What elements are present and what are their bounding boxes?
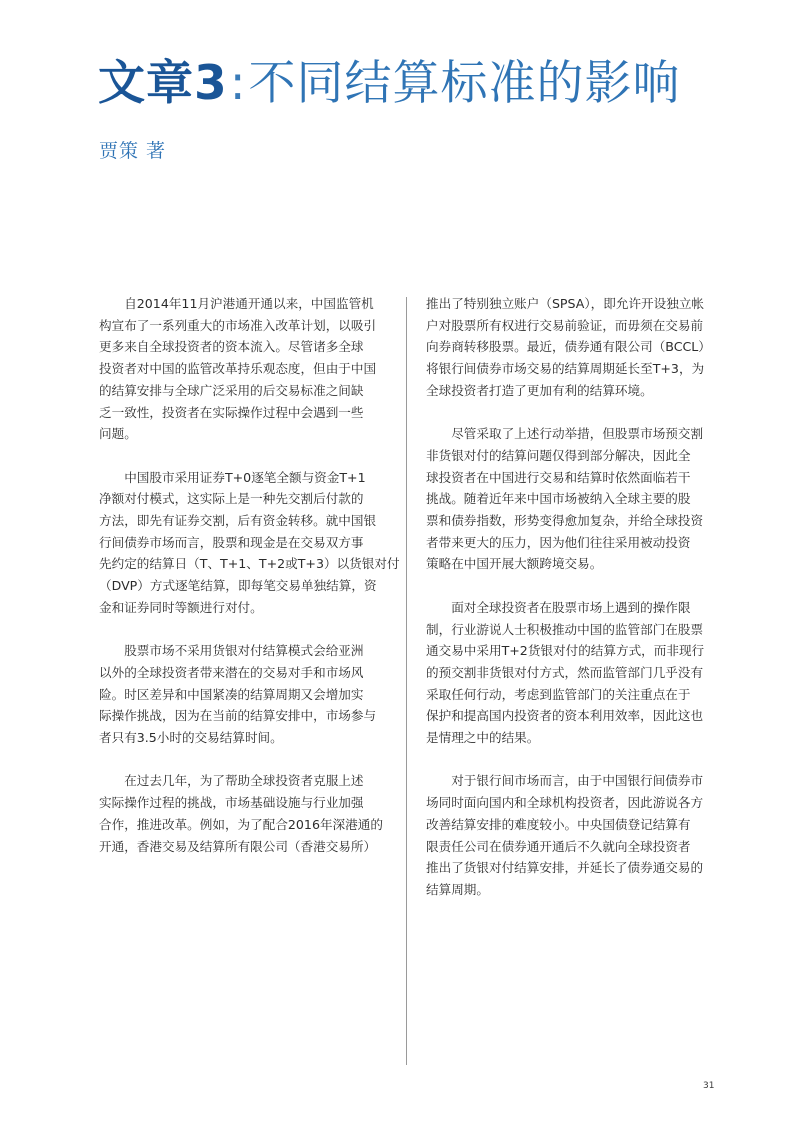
text-line: 方法，即先有证券交割，后有资金转移。就中国银 <box>99 513 377 529</box>
text-line: 净额对付模式，这实际上是一种先交割后付款的 <box>99 491 364 507</box>
text-line: 投资者对中国的监管改革持乐观态度，但由于中国 <box>99 361 377 377</box>
text-line: 场同时面向国内和全球机构投资者，因此游说各方 <box>426 795 704 811</box>
text-line: 乏一致性，投资者在实际操作过程中会遇到一些 <box>99 404 364 420</box>
text-line: 采取任何行动，考虑到监管部门的关注重点在于 <box>426 686 691 702</box>
text-line: 股票市场不采用货银对付结算模式会给亚洲 <box>124 643 364 659</box>
text-line: 的结算安排与全球广泛采用的后交易标准之间缺 <box>99 382 364 398</box>
text-line: 限责任公司在债券通开通后不久就向全球投资者 <box>426 838 691 854</box>
article-number: 文章3 <box>98 56 228 111</box>
text-line: 对于银行间市场而言，由于中国银行间债券市 <box>451 773 704 789</box>
text-line: 问题。 <box>99 426 137 442</box>
text-line: 通交易中采用T+2货银对付的结算方式，而非现行 <box>426 643 705 659</box>
text-line: 实际操作过程的挑战，市场基础设施与行业加强 <box>99 795 364 811</box>
paragraph <box>99 467 400 619</box>
article-subtitle: 不同结算标准的影响 <box>248 56 681 111</box>
page-number: 31 <box>703 1081 715 1091</box>
paragraph <box>426 423 716 575</box>
text-line: 开通，香港交易及结算所有限公司（香港交易所） <box>99 838 377 854</box>
paragraph <box>426 597 716 749</box>
text-line: 的预交割非货银对付方式，然而监管部门几乎没有 <box>426 664 704 680</box>
text-line: 向券商转移股票。最近，债券通有限公司（BCCL） <box>426 339 711 355</box>
title-separator: : <box>229 56 247 111</box>
paragraph <box>426 770 716 900</box>
left-column <box>99 293 400 879</box>
column-divider <box>406 297 407 1065</box>
text-line: 将银行间债券市场交易的结算周期延长至T+3，为 <box>426 361 705 377</box>
text-line: 自2014年11月沪港通开通以来，中国监管机 <box>124 296 374 311</box>
text-line: 者只有3.5小时的交易结算时间。 <box>99 730 283 746</box>
text-line: 尽管采取了上述行动举措，但股票市场预交割 <box>451 426 704 442</box>
paragraph <box>99 770 389 857</box>
text-line: 际操作挑战，因为在当前的结算安排中，市场参与 <box>99 708 377 724</box>
text-line: 非货银对付的结算问题仅得到部分解决，因此全 <box>426 447 691 463</box>
text-line: 户对股票所有权进行交易前验证，而毋须在交易前 <box>426 317 704 333</box>
text-line: 球投资者在中国进行交易和结算时依然面临若干 <box>426 469 691 485</box>
text-line: 以外的全球投资者带来潜在的交易对手和市场风 <box>99 664 364 680</box>
text-line: （DVP）方式逐笔结算，即每笔交易单独结算，资 <box>99 578 377 594</box>
text-line: 票和债券指数，形势变得愈加复杂，并给全球投资 <box>426 513 704 529</box>
author-byline: 贾策 著 <box>99 140 167 162</box>
text-line: 行间债券市场而言，股票和现金是在交易双方事 <box>99 534 364 550</box>
text-line: 合作，推进改革。例如，为了配合2016年深港通的 <box>99 816 383 832</box>
text-line: 先约定的结算日（T、T+1、T+2或T+3）以货银对付 <box>99 556 400 572</box>
text-line: 是情理之中的结果。 <box>426 730 540 746</box>
text-line: 制，行业游说人士积极推动中国的监管部门在股票 <box>426 621 704 637</box>
text-line: 策略在中国开展大额跨境交易。 <box>426 556 603 572</box>
text-line: 在过去几年，为了帮助全球投资者克服上述 <box>124 773 364 789</box>
article-title <box>98 52 681 116</box>
text-line: 更多来自全球投资者的资本流入。尽管诸多全球 <box>99 339 364 355</box>
text-line: 金和证券同时等额进行对付。 <box>99 599 263 615</box>
text-line: 者带来更大的压力，因为他们往往采用被动投资 <box>426 534 691 550</box>
text-line: 改善结算安排的难度较小。中央国债登记结算有 <box>426 816 691 832</box>
text-line: 推出了货银对付结算安排，并延长了债券通交易的 <box>426 860 704 876</box>
text-line: 全球投资者打造了更加有利的结算环境。 <box>426 382 653 398</box>
text-line: 中国股市采用证券T+0逐笔全额与资金T+1 <box>124 469 366 485</box>
text-line: 推出了特别独立账户（SPSA），即允许开设独立帐 <box>426 296 705 311</box>
text-line: 构宣布了一系列重大的市场准入改革计划，以吸引 <box>99 317 377 333</box>
text-line: 险。时区差异和中国紧凑的结算周期又会增加实 <box>99 686 364 702</box>
text-line: 挑战。随着近年来中国市场被纳入全球主要的股 <box>426 491 691 507</box>
right-column <box>426 293 716 922</box>
paragraph <box>426 293 716 402</box>
text-line: 保护和提高国内投资者的资本利用效率，因此这也 <box>426 708 704 724</box>
text-line: 面对全球投资者在股票市场上遇到的操作限 <box>451 599 691 615</box>
paragraph <box>99 640 389 749</box>
text-line: 结算周期。 <box>426 881 489 897</box>
paragraph <box>99 293 389 445</box>
